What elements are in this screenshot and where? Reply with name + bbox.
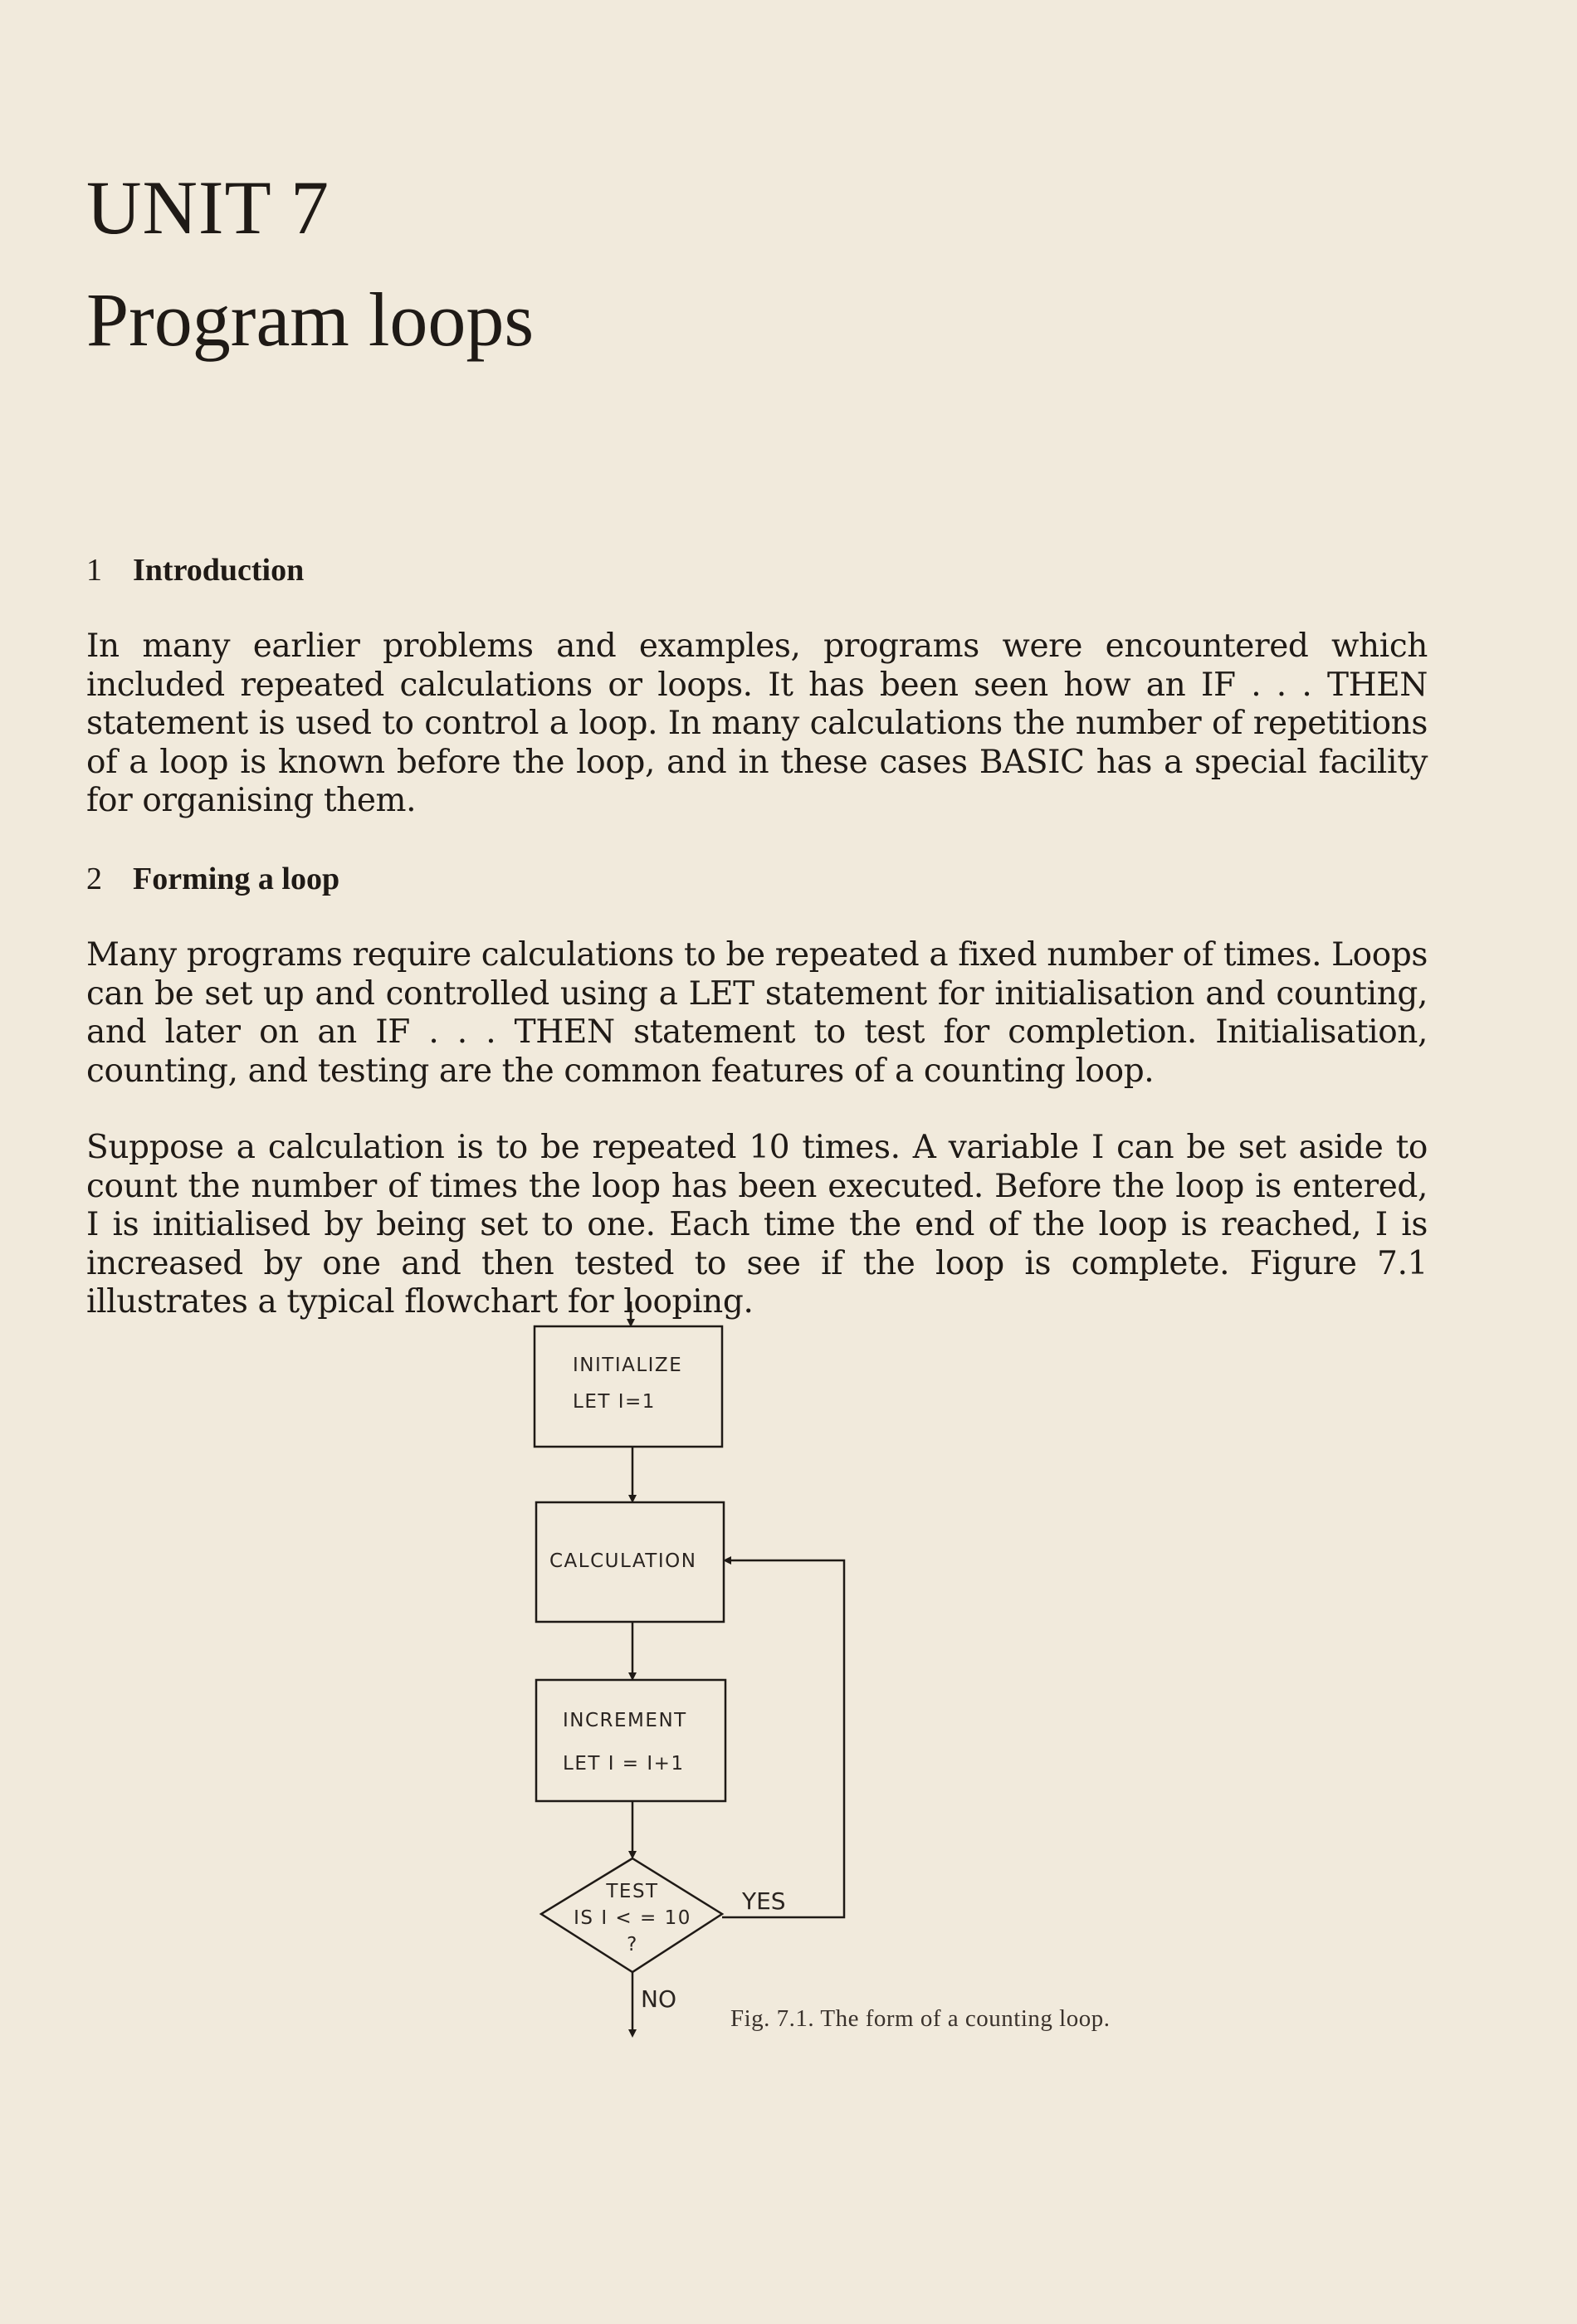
initialize-statement: LET I=1 xyxy=(573,1391,656,1413)
increment-label: INCREMENT xyxy=(563,1710,687,1731)
no-label: NO xyxy=(641,1985,676,2013)
section-title: Forming a loop xyxy=(133,862,340,896)
test-label: TEST xyxy=(606,1881,659,1902)
calculation-label: CALCULATION xyxy=(549,1550,697,1572)
forming-loop-paragraph-2: Suppose a calculation is to be repeated 10 times. A variable I can be set aside to count the number of times the loop has been executed. Before the loop is entered, I is initialised by being set to one. Each time the end of the loop is reached, I is increased by one and then tested to see if the loop is complete. Figure 7.1 illustrates a typical flowchart for looping. xyxy=(86,1129,1428,1321)
section-number: 2 xyxy=(86,862,102,896)
chapter-title: Program loops xyxy=(86,277,535,362)
increment-box xyxy=(536,1680,725,1801)
figure-caption: Fig. 7.1. The form of a counting loop. xyxy=(730,2005,1111,2032)
section-title: Introduction xyxy=(133,553,305,588)
increment-statement: LET I = I+1 xyxy=(563,1753,685,1775)
initialize-box xyxy=(535,1326,722,1447)
test-condition: IS I < = 10 xyxy=(574,1907,691,1929)
unit-heading: UNIT 7 xyxy=(86,165,330,250)
intro-paragraph: In many earlier problems and examples, programs were encountered which included repeated calculations or loops. It has been seen how an IF . . . THEN statement is used to control a loop. In many calculations the number of repetitions of a loop is known before the loop, and in these cases BASIC has a special facility for organising them. xyxy=(86,627,1428,819)
section-number: 1 xyxy=(86,553,102,588)
initialize-label: INITIALIZE xyxy=(573,1355,683,1376)
yes-label: YES xyxy=(742,1887,786,1915)
yes-loop-back-arrow xyxy=(722,1560,844,1917)
forming-loop-paragraph-1: Many programs require calculations to be repeated a fixed number of times. Loops can be set up and controlled using a LET statement for initialisation and counting, and later on an IF . . . THEN statement to test for completion. Initialisation, counting, and testing are the common features of a counting loop. xyxy=(86,936,1428,1090)
test-question-mark: ? xyxy=(627,1934,638,1955)
